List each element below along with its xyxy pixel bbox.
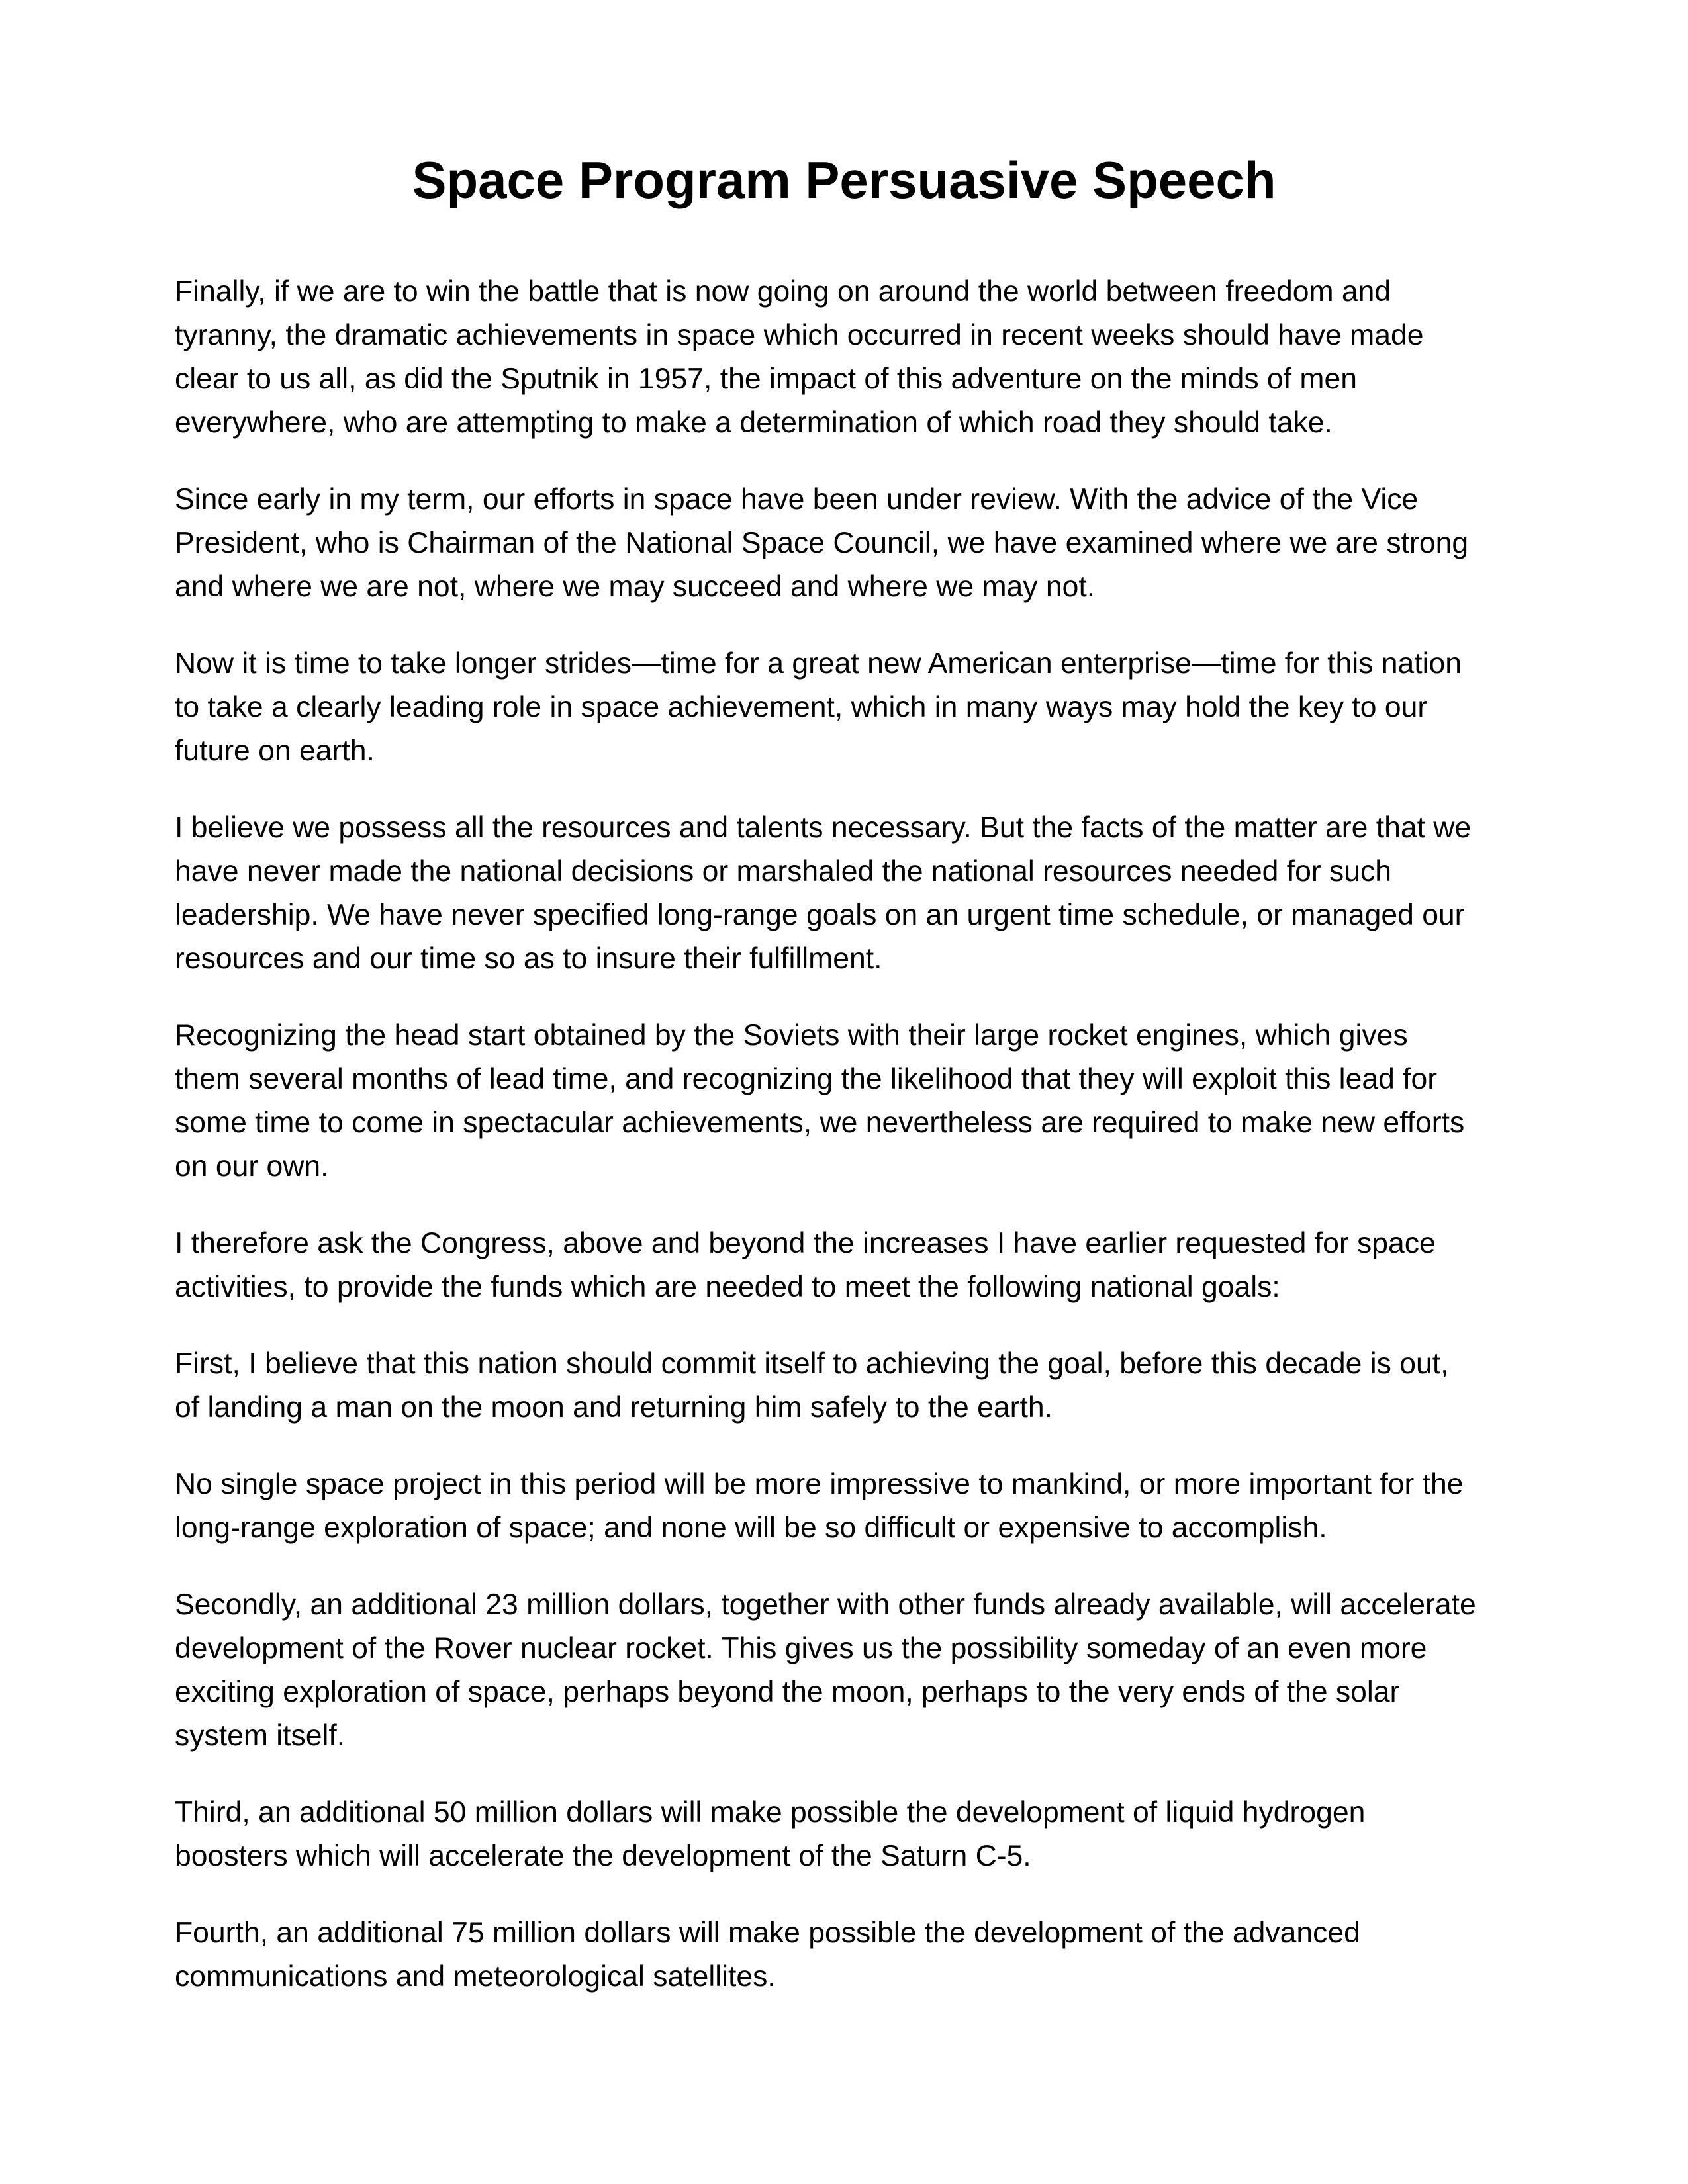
paragraph-line: some time to come in spectacular achievements, we nevertheless are required to make new efforts [175, 1107, 1465, 1139]
paragraph [175, 642, 1525, 773]
paragraph [175, 1342, 1525, 1430]
paragraph-line: Now it is time to take longer strides—time for a great new American enterprise—time for this nation [175, 647, 1462, 680]
paragraph-line: activities, to provide the funds which are needed to meet the following national goals: [175, 1271, 1280, 1303]
paragraph-line: boosters which will accelerate the development of the Saturn C-5. [175, 1840, 1031, 1872]
paragraph-line: clear to us all, as did the Sputnik in 1957, the impact of this adventure on the minds of men [175, 363, 1357, 395]
document-body [175, 270, 1525, 2032]
paragraph [175, 478, 1525, 609]
paragraph-line: leadership. We have never specified long-range goals on an urgent time schedule, or managed our [175, 899, 1465, 931]
paragraph-line: to take a clearly leading role in space achievement, which in many ways may hold the key to our [175, 691, 1428, 723]
paragraph-line: I therefore ask the Congress, above and beyond the increases I have earlier requested for space [175, 1227, 1436, 1259]
paragraph-line: Third, an additional 50 million dollars will make possible the development of liquid hydrogen [175, 1796, 1366, 1829]
paragraph-line: development of the Rover nuclear rocket. This gives us the possibility someday of an even more [175, 1632, 1427, 1664]
paragraph [175, 1911, 1525, 1999]
paragraph-line: have never made the national decisions or marshaled the national resources needed for such [175, 855, 1391, 887]
paragraph-line: on our own. [175, 1150, 329, 1183]
paragraph-line: of landing a man on the moon and returning him safely to the earth. [175, 1391, 1053, 1424]
paragraph [175, 806, 1525, 981]
paragraph-line: exciting exploration of space, perhaps beyond the moon, perhaps to the very ends of the solar [175, 1676, 1400, 1708]
paragraph-line: First, I believe that this nation should commit itself to achieving the goal, before this decade is out, [175, 1347, 1449, 1380]
paragraph [175, 1222, 1525, 1309]
paragraph-line: No single space project in this period will be more impressive to mankind, or more important for the [175, 1468, 1464, 1500]
paragraph-line: Recognizing the head start obtained by the Soviets with their large rocket engines, which gives [175, 1019, 1408, 1052]
paragraph-line: Fourth, an additional 75 million dollars will make possible the development of the advanced [175, 1917, 1360, 1949]
paragraph-line: future on earth. [175, 735, 375, 767]
paragraph-line: I believe we possess all the resources and talents necessary. But the facts of the matter are that we [175, 811, 1472, 844]
paragraph-line: Secondly, an additional 23 million dollars, together with other funds already available, will accelerate [175, 1588, 1476, 1621]
paragraph [175, 1791, 1525, 1878]
paragraph-line: President, who is Chairman of the National Space Council, we have examined where we are strong [175, 527, 1469, 559]
paragraph-line: communications and meteorological satellites. [175, 1960, 776, 1993]
paragraph-line: and where we are not, where we may succeed and where we may not. [175, 570, 1096, 603]
paragraph-line: resources and our time so as to insure their fulfillment. [175, 942, 882, 975]
paragraph [175, 1014, 1525, 1189]
paragraph-line: them several months of lead time, and recognizing the likelihood that they will exploit this lead for [175, 1063, 1438, 1095]
paragraph-line: everywhere, who are attempting to make a determination of which road they should take. [175, 406, 1333, 439]
paragraph-line: long-range exploration of space; and none will be so difficult or expensive to accomplish. [175, 1512, 1327, 1544]
document-title: Space Program Persuasive Speech [412, 151, 1276, 209]
paragraph-line: Finally, if we are to win the battle that is now going on around the world between freedom and [175, 275, 1391, 308]
paragraph-line: Since early in my term, our efforts in space have been under review. With the advice of the Vice [175, 483, 1419, 516]
paragraph [175, 1583, 1525, 1758]
paragraph-line: system itself. [175, 1719, 346, 1752]
paragraph [175, 1463, 1525, 1550]
paragraph [175, 270, 1525, 445]
paragraph-line: tyranny, the dramatic achievements in space which occurred in recent weeks should have made [175, 319, 1424, 351]
